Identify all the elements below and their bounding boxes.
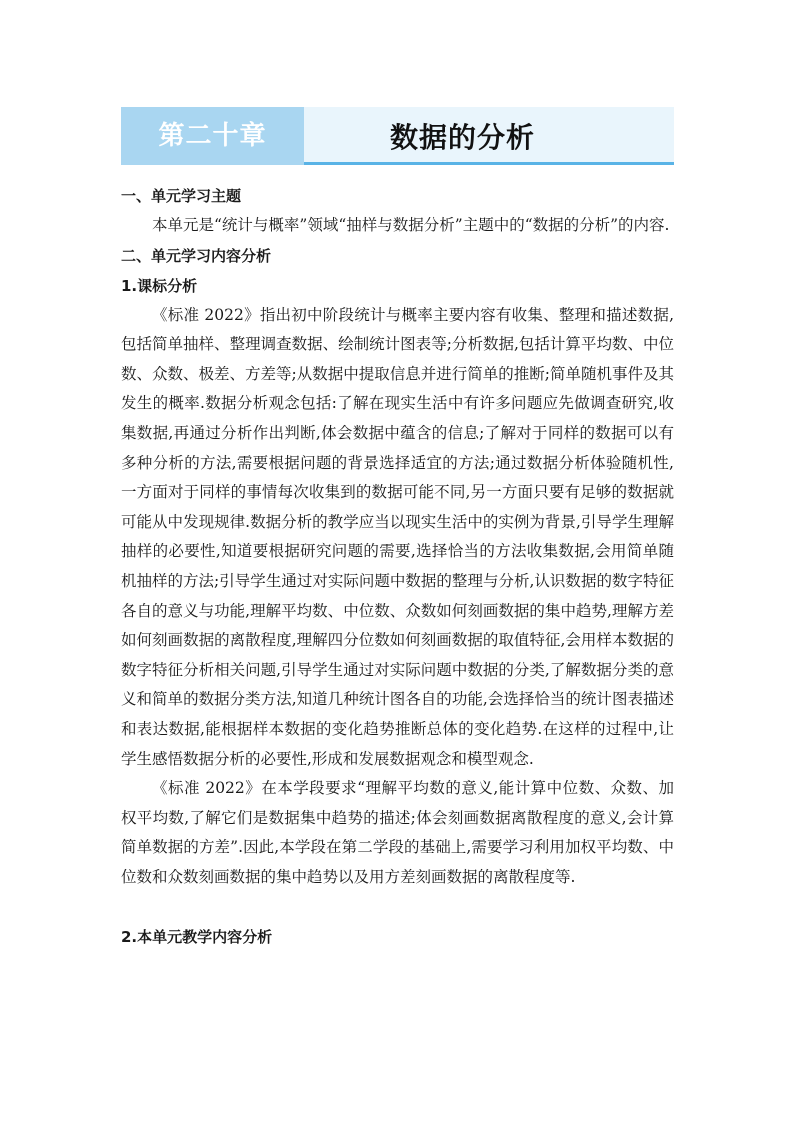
subsection-heading-1: 1.课标分析 [121, 276, 198, 295]
subsection-1-paragraph-1: 《标准 2022》指出初中阶段统计与概率主要内容有收集、整理和描述数据,包括简单抽样、整理调查数据、绘制统计图表等;分析数据,包括计算平均数、中位数、众数、极差、方差等;从数据中提取信息并进行简单的推断;简单随机事件及其发生的概率.数据分析观念包括:了解在现实生活中有许多问题应先做调查研究,收集数据,再通过分析作出判断,体会数据中蕴含的信息;了解对于同样的数据可以有多种分析的方法,需要根据问题的背景选择适宜的方法;通过数据分析体验随机性,一方面对于同样的事情每次收集到的数据可能不同,另一方面只要有足够的数据就可能从中发现规律.数据分析的教学应当以现实生活中的实例为背景,引导学生理解抽样的必要性,知道要根据研究问题的需要,选择恰当的方法收集数据,会用简单随机抽样的方法;引导学生通过对实际问题中数据的整理与分析,认识数据的数字特征各自的意义与功能,理解平均数、中位数、众数如何刻画数据的集中趋势,理解方差如何刻画数据的离散程度,理解四分位数如何刻画数据的取值特征,会用样本数据的数字特征分析相关问题,引导学生通过对实际问题中数据的分类,了解数据分类的意义和简单的数据分类方法,知道几种统计图各自的功能,会选择恰当的统计图表描述和表达数据,能根据样本数据的变化趋势推断总体的变化趋势.在这样的过程中,让学生感悟数据分析的必要性,形成和发展数据观念和模型观念. [121, 305, 674, 768]
spacer [121, 892, 674, 922]
chapter-number: 第二十章 [121, 107, 304, 165]
document-body [121, 181, 674, 952]
section-heading-2: 二、单元学习内容分析 [121, 246, 272, 265]
subsection-1-paragraph-2: 《标准 2022》在本学段要求“理解平均数的意义,能计算中位数、众数、加权平均数,了解它们是数据集中趋势的描述;体会刻画数据离散程度的意义,会计算简单数据的方差”.因此,本学段在第二学段的基础上,需要学习利用加权平均数、中位数和众数刻画数据的集中趋势以及用方差刻画数据的离散程度等. [121, 779, 674, 886]
chapter-title-strip [304, 107, 674, 165]
chapter-banner [121, 107, 674, 165]
section-1-paragraph: 本单元是“统计与概率”领域“抽样与数据分析”主题中的“数据的分析”的内容. [152, 216, 670, 234]
section-heading-1: 一、单元学习主题 [121, 187, 242, 205]
subsection-heading-2: 2.本单元教学内容分析 [121, 928, 273, 947]
chapter-title: 数据的分析 [390, 121, 536, 154]
